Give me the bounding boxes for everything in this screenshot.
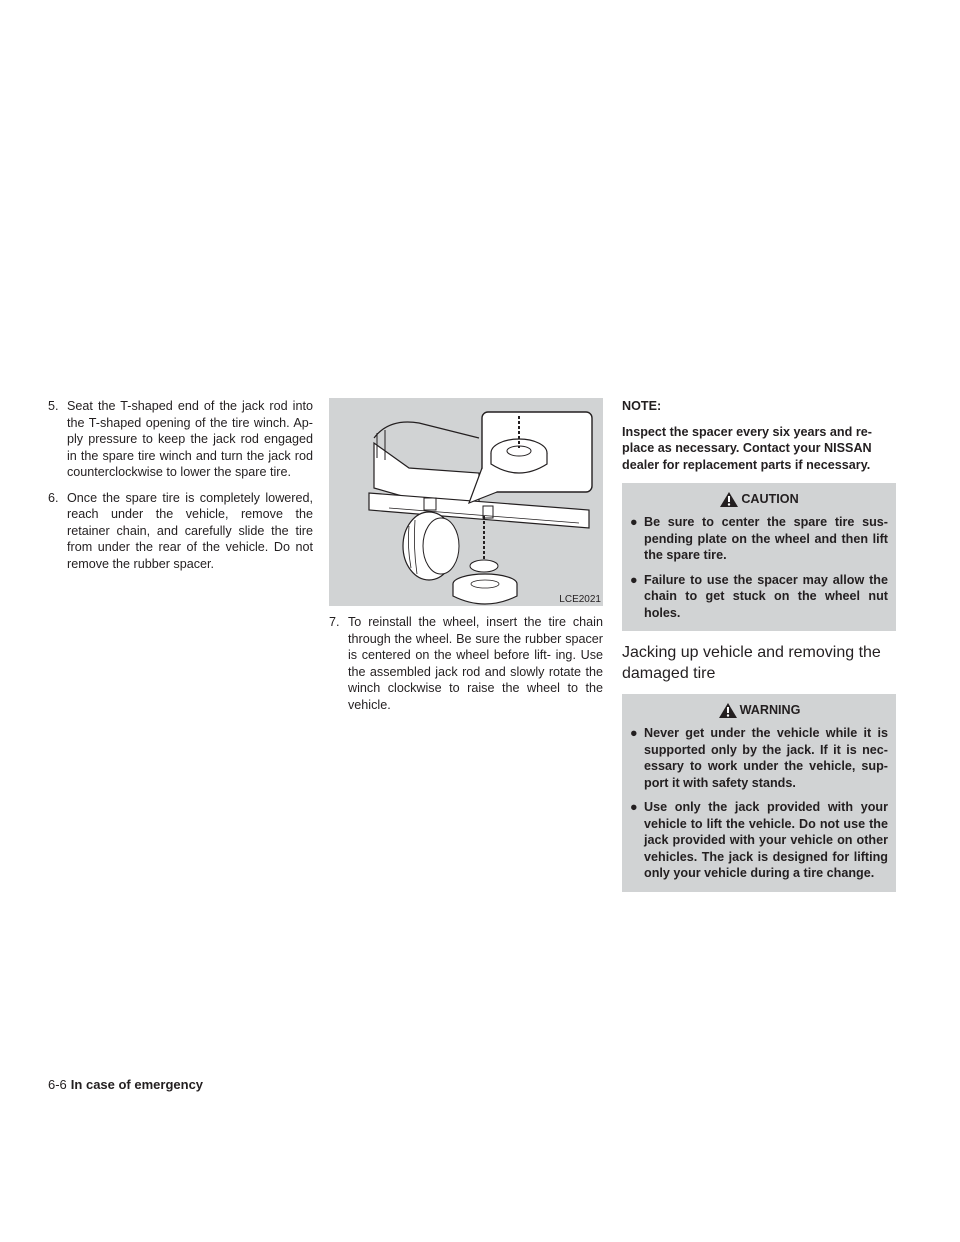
caution-title: CAUTION — [741, 492, 799, 507]
bullet-dot-icon: ● — [630, 572, 638, 587]
warning-item — [630, 799, 888, 882]
note-title: NOTE: — [622, 399, 662, 413]
bullet-dot-icon: ● — [630, 726, 638, 740]
page-number: 6-6 — [48, 1077, 67, 1092]
caution-item — [630, 514, 888, 564]
step-number: 7. — [329, 615, 340, 629]
step-text: Once the spare tire is completely lowered, reach under the vehicle, remove the retainer chain, and carefully slide the tire from under the rear of the vehicle. Do not remove the rubber spacer. — [67, 490, 313, 571]
warning-item — [630, 725, 888, 791]
column-middle — [329, 398, 603, 722]
caution-item-text: Failure to use the spacer may allow the chain to get stuck on the wheel nut holes. — [644, 572, 888, 620]
warning-item-text: Use only the jack provided with your vehicle to lift the vehicle. Do not use the jack provided with your vehicle on other vehicles. The jack is designed for lifting only your vehicle during a tire change. — [644, 800, 888, 880]
section-name: In case of emergency — [70, 1077, 204, 1092]
caution-item-text: Be sure to center the spare tire sus- pending plate on the wheel and then lift the spare tire. — [644, 515, 888, 562]
step-text: To reinstall the wheel, insert the tire chain through the wheel. Be sure the rubber spacer is centered on the wheel before lift- ing. Use the assembled jack rod and slowly rotate the winch clockwise to raise the wheel to the vehicle. — [348, 615, 603, 712]
caution-item — [630, 572, 888, 622]
bullet-dot-icon: ● — [630, 800, 638, 814]
page-footer — [48, 1077, 203, 1093]
column-left — [48, 398, 313, 581]
warning-triangle-icon — [718, 702, 738, 719]
warning-box — [622, 694, 896, 892]
caution-box — [622, 483, 896, 631]
step-text: Seat the T-shaped end of the jack rod into the T-shaped opening of the tire winch. Ap- ply pressure to keep the jack rod engaged in the spare tire winch and turn the jack rod counterclockwise to lower the spare tire. — [67, 399, 313, 479]
bullet-dot-icon: ● — [630, 515, 638, 529]
step-6 — [48, 490, 313, 573]
warning-title: WARNING — [739, 703, 801, 718]
column-right — [622, 398, 896, 904]
note-text: Inspect the spacer every six years and re- place as necessary. Contact your NISSAN dealer for replacement parts if necessary. — [622, 424, 872, 472]
warning-triangle-icon — [719, 491, 739, 508]
step-5 — [48, 398, 313, 481]
spare-tire-drawing — [329, 398, 603, 606]
spare-tire-illustration — [329, 398, 603, 606]
section-heading: Jacking up vehicle and removing the damaged tire — [622, 644, 881, 682]
warning-header — [630, 702, 888, 719]
warning-item-text: Never get under the vehicle while it is supported only by the jack. If it is nec- essary to work under the vehicle, sup- port it with safety stands. — [644, 726, 888, 790]
step-number: 5. — [48, 399, 59, 413]
step-7 — [329, 614, 603, 713]
caution-header — [630, 491, 888, 508]
figure-code: LCE2021 — [559, 594, 601, 605]
step-number: 6. — [48, 490, 59, 505]
